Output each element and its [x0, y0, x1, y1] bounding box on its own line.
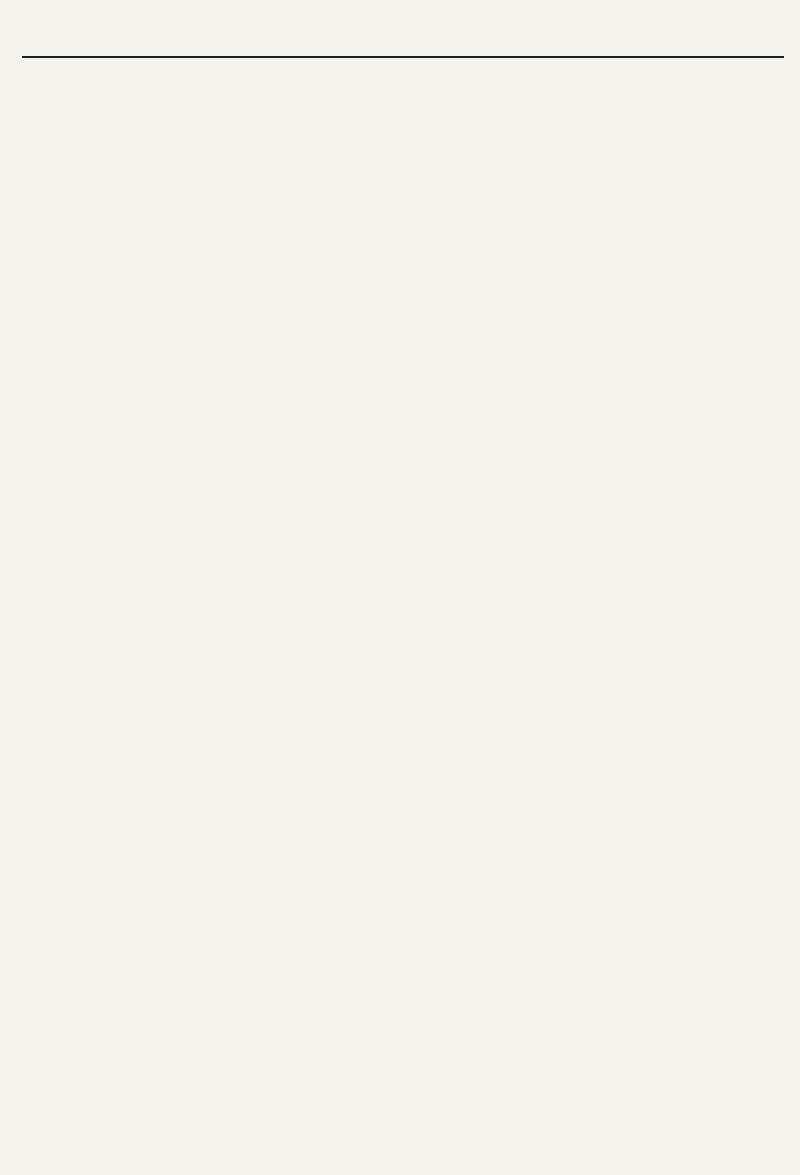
- header-rule: [22, 56, 784, 58]
